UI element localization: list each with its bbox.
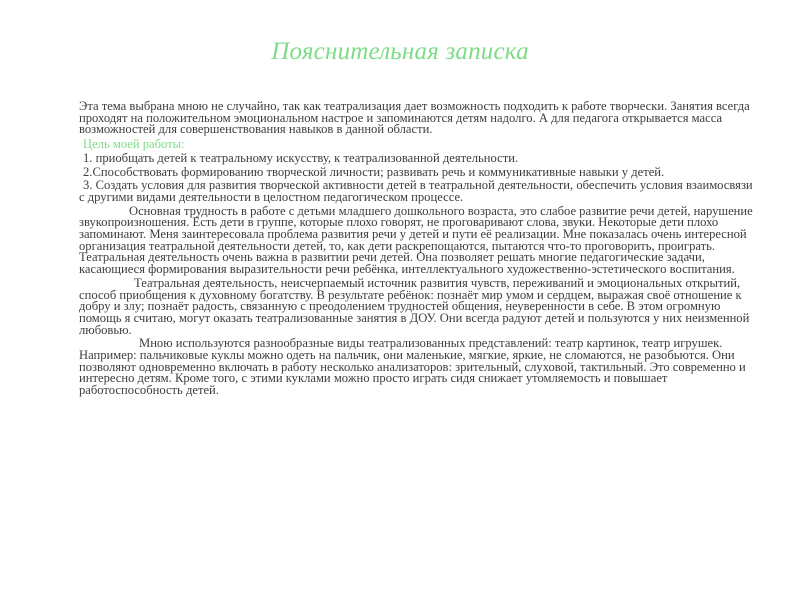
body-paragraph: Театральная деятельность, неисчерпаемый источник развития чувств, переживаний и эмоциональных открытий, способ приобщения к духовному богатству. В результате ребёнок: познаёт мир умом и сердцем, выражая своё отношение к добру и злу; познаёт радость, связанную с преодолением трудностей общения, неуверенности в себе. В этом огромную помощь я считаю, могут оказать театрализованные занятия в ДОУ. Они всегда радуют детей и пользуются у них неизменной любовью. bbox=[79, 275, 750, 337]
goal-item: 1. приобщать детей к театральному искусству, к театрализованной деятельности. bbox=[83, 150, 519, 165]
body-paragraph: Мною используются разнообразные виды театрализованных представлений: театр картинок, театр игрушек. Например: пальчиковые куклы можно одеть на пальчик, они маленькие, мягкие, яркие, не сломаются, не разобьются. Они позволяют одновременно включать в работу несколько анализаторов: зрительный, слуховой, тактильный. Это современно и интересно детям. Кроме того, с этими куклами можно просто играть сидя снижает утомляемость и повышает работоспособность детей. bbox=[79, 336, 746, 398]
slide-title: Пояснительная записка bbox=[271, 38, 529, 65]
goal-item: 3. Создать условия для развития творческой активности детей в театральной деятельности, обеспечить условия взаимосвязи с другими видами деятельности в целостном педагогическом процессе. bbox=[79, 178, 753, 204]
document-body bbox=[79, 101, 754, 397]
intro-paragraph: Эта тема выбрана мною не случайно, так как театрализация дает возможность подходить к работе творчески. Занятия всегда проходят на положительном эмоциональном настрое и запоминаются детям надолго. А для педагога открывается масса возможностей для совершенствования навыков в данной области. bbox=[79, 99, 750, 137]
goal-item: 2.Способствовать формированию творческой личности; развивать речь и коммуникативные навыки у детей. bbox=[83, 164, 665, 179]
body-paragraph: Основная трудность в работе с детьми младшего дошкольного возраста, это слабое развитие речи детей, нарушение звукопроизношения. Есть дети в группе, которые плохо говорят, не проговаривают слова, звуки. Некоторые дети плохо запоминают. Меня заинтересовала проблема развития речи у детей и пути её реализации. Мне показалась очень интересной организация театральной деятельности детей, то, как дети раскрепощаются, пытаются что-то проговорить, проиграть. Театральная деятельность очень важна в развитии речи детей. Она позволяет решать многие педагогические задачи, касающиеся формирования выразительности речи ребёнка, интеллектуального художественно-эстетического воспитания. bbox=[79, 203, 753, 277]
goals-heading: Цель моей работы: bbox=[83, 137, 185, 152]
